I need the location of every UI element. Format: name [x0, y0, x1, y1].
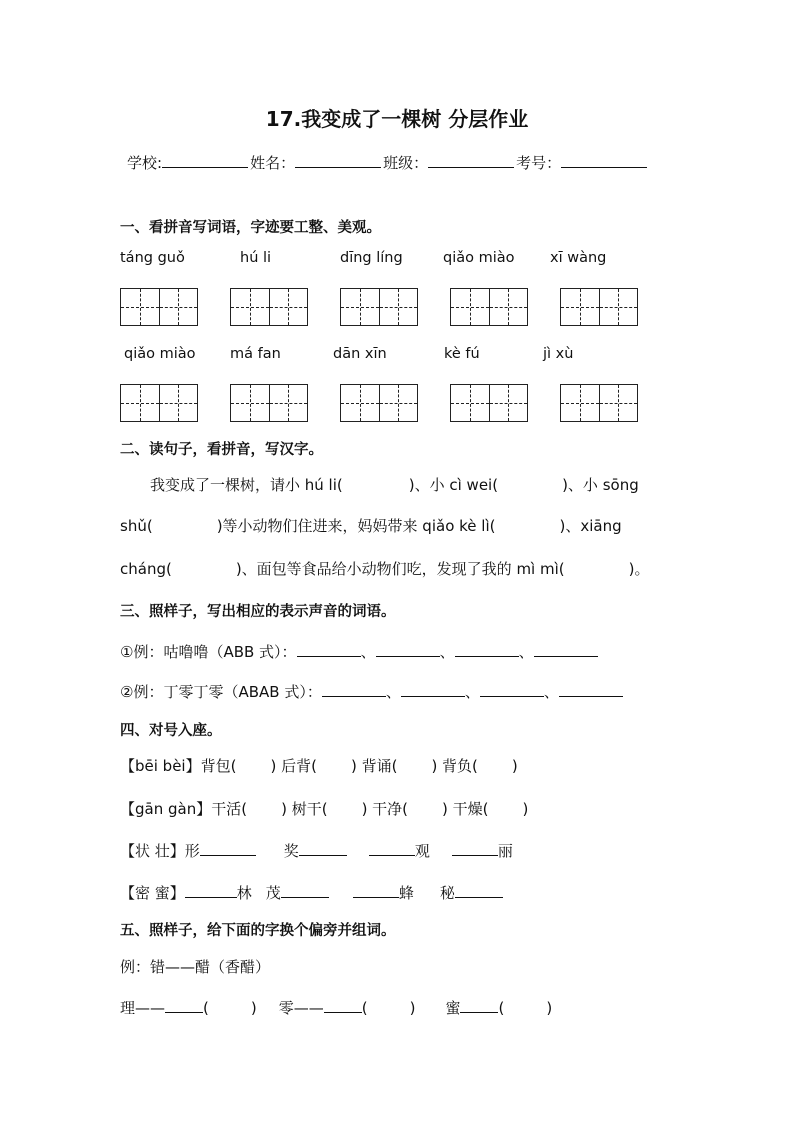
passage-line-2: shǔ( )等小动物们住进来，妈妈带来 qiǎo kè lì( )、xiāng: [120, 517, 622, 535]
section-2-heading: 二、读句子，看拼音，写汉字。: [120, 442, 323, 458]
answer-blank[interactable]: [165, 998, 203, 1013]
answer-blank[interactable]: [324, 998, 362, 1013]
answer-blank[interactable]: [401, 682, 465, 697]
pinyin-label: táng guǒ: [120, 250, 185, 266]
pinyin-label: má fan: [230, 346, 281, 362]
pinyin-label: xī wàng: [550, 250, 607, 266]
writing-grid[interactable]: [450, 288, 528, 326]
pinyin-label: dān xīn: [333, 346, 387, 362]
writing-grid[interactable]: [120, 384, 198, 422]
section-5-heading: 五、照样子，给下面的字换个偏旁并组词。: [120, 923, 396, 939]
answer-blank[interactable]: [353, 883, 399, 898]
radical-example: 例：错——醋（香醋）: [120, 958, 271, 976]
section-1-heading: 一、看拼音写词语，字迹要工整、美观。: [120, 220, 381, 236]
pinyin-label: hú li: [240, 250, 272, 266]
polyphone-row-gan: 【gān gàn】干活( ) 树干( ) 干净( ) 干燥( ): [120, 800, 529, 818]
answer-blank[interactable]: [559, 682, 623, 697]
example-abb: ①例：咕噜噜（ABB 式）： 、 、 、: [120, 641, 598, 662]
radical-exercise-row: 理—— ( ) 零—— ( ) 蜜 ( ): [120, 999, 553, 1017]
answer-blank[interactable]: [185, 883, 237, 898]
writing-grid[interactable]: [560, 288, 638, 326]
answer-blank[interactable]: [455, 883, 503, 898]
pinyin-label: jì xù: [543, 346, 574, 362]
class-label: 班级：: [383, 154, 429, 172]
passage-line-3: cháng( )、面包等食品给小动物们吃，发现了我的 mì mì( )。: [120, 560, 650, 578]
section-4-heading: 四、对号入座。: [120, 723, 222, 739]
char-row-zhuang: 【状 壮】形 奖 观 丽: [120, 842, 513, 860]
pinyin-label: qiǎo miào: [443, 250, 515, 266]
name-label: 姓名：: [250, 154, 296, 172]
page-title: 17.我变成了一棵树 分层作业: [265, 107, 529, 131]
answer-blank[interactable]: [322, 682, 386, 697]
answer-blank[interactable]: [376, 642, 440, 657]
writing-grid[interactable]: [120, 288, 198, 326]
pinyin-label: dīng líng: [340, 250, 403, 266]
answer-blank[interactable]: [281, 883, 329, 898]
example-abab: ②例：丁零丁零（ABAB 式）： 、 、 、: [120, 681, 623, 702]
school-label: 学校:: [127, 154, 163, 172]
answer-blank[interactable]: [297, 642, 361, 657]
passage-line-1: 我变成了一棵树，请小 hú li( )、小 cì wei( )、小 sōng: [150, 476, 639, 494]
writing-grid[interactable]: [560, 384, 638, 422]
answer-blank[interactable]: [534, 642, 598, 657]
answer-blank[interactable]: [299, 841, 347, 856]
answer-blank[interactable]: [460, 998, 498, 1013]
class-blank[interactable]: [428, 153, 514, 168]
answer-blank[interactable]: [455, 642, 519, 657]
writing-grid[interactable]: [230, 288, 308, 326]
pinyin-label: qiǎo miào: [124, 346, 196, 362]
writing-grid[interactable]: [450, 384, 528, 422]
name-blank[interactable]: [295, 153, 381, 168]
school-blank[interactable]: [162, 153, 248, 168]
polyphone-row-bei: 【bēi bèi】背包( ) 后背( ) 背诵( ) 背负( ): [120, 757, 518, 775]
exam-label: 考号：: [516, 154, 562, 172]
student-info-line: [127, 152, 649, 173]
writing-grid[interactable]: [230, 384, 308, 422]
answer-blank[interactable]: [369, 841, 415, 856]
exam-blank[interactable]: [561, 153, 647, 168]
writing-grid[interactable]: [340, 384, 418, 422]
answer-blank[interactable]: [480, 682, 544, 697]
pinyin-label: kè fú: [444, 346, 480, 362]
answer-blank[interactable]: [452, 841, 498, 856]
writing-grid[interactable]: [340, 288, 418, 326]
answer-blank[interactable]: [200, 841, 256, 856]
section-3-heading: 三、照样子，写出相应的表示声音的词语。: [120, 604, 396, 620]
char-row-mi: 【密 蜜】 林 茂 蜂 秘: [120, 882, 503, 903]
